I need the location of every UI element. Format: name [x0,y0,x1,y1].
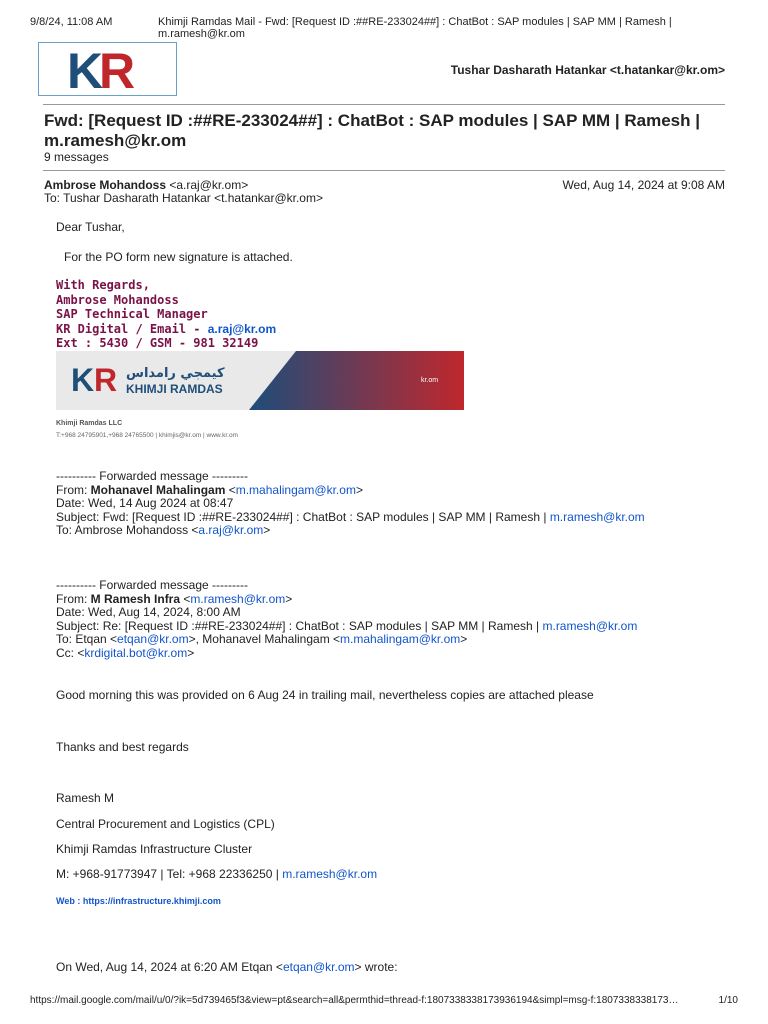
banner-arabic: كيمجي رامداس [126,366,225,381]
sig-email-link[interactable]: a.raj@kr.om [207,321,277,336]
forward-from: From: M Ramesh Infra <m.ramesh@kr.om> [56,591,293,606]
sig-title: SAP Technical Manager [56,307,208,321]
reply-sig-name: Ramesh M [56,791,115,805]
forward-to-mid: >, Mohanavel Mahalingam < [188,632,341,646]
forward-from-name: M Ramesh Infra [90,591,181,606]
sender-email: <a.raj@kr.om> [169,178,249,192]
forward-subject-link[interactable]: m.ramesh@kr.om [542,618,638,633]
message-body: For the PO form new signature is attached. [64,250,293,264]
logo-r: R [99,43,136,95]
forward-from-email[interactable]: m.ramesh@kr.om [190,591,286,606]
forward-cc-email[interactable]: krdigital.bot@kr.om [84,645,188,660]
forwarded-message-1 [56,470,645,538]
reply-sig-org: Khimji Ramdas Infrastructure Cluster [56,842,253,856]
signature-banner [56,351,464,410]
account-name: Tushar Dasharath Hatankar <t.hatankar@kr.om> [450,63,725,77]
forward-to-label: To: Ambrose Mohandoss < [56,523,199,537]
company-logo [38,42,177,96]
quote-email[interactable]: etqan@kr.om [282,960,355,974]
banner-domain: kr.om [421,377,439,384]
forward-to-email-1[interactable]: etqan@kr.om [117,632,189,646]
forward-from-label: From: [56,482,91,497]
sig-regards: With Regards, [56,278,150,292]
message-count: 9 messages [44,150,109,164]
reply-phones-email[interactable]: m.ramesh@kr.om [282,867,378,881]
forward-subject [56,511,645,525]
sender-name: Ambrose Mohandoss [44,178,167,192]
forward-to: To: Etqan <etqan@kr.om>, Mohanavel Mahalingam <m.mahalingam@kr.om> [56,632,468,646]
forward-date: Date: Wed, 14 Aug 2024 at 08:47 [56,496,234,510]
greeting: Dear Tushar, [56,220,125,234]
forward-subject-text: Subject: Fwd: [Request ID :##RE-233024##] : ChatBot : SAP modules | SAP MM | Ramesh | [56,509,550,524]
banner-kr-k: K [71,362,95,398]
forward-to: To: Ambrose Mohandoss <a.raj@kr.om> [56,523,271,537]
divider [43,170,725,171]
reply-line: Good morning this was provided on 6 Aug 24 in trailing mail, nevertheless copies are attached please [56,688,594,702]
forward-subject [56,620,637,634]
reply-sig-dept: Central Procurement and Logistics (CPL) [56,817,275,831]
forward-from-label: From: [56,591,91,606]
sig-phone: Ext : 5430 / GSM - 981 32149 [56,336,259,350]
logo-k: K [67,43,104,95]
email-signature [56,278,276,351]
banner-contact: T:+968 24795901,+968 24765500 | khimjis@kr.om | www.kr.om [56,432,238,439]
quote-header [56,960,398,974]
thread-subject: Fwd: [Request ID :##RE-233024##] : ChatBot : SAP modules | SAP MM | Ramesh | m.ramesh@kr.om [44,111,701,150]
forward-cc-label: Cc: < [56,645,85,660]
forward-from-email[interactable]: m.mahalingam@kr.om [235,482,356,497]
forward-header: ---------- Forwarded message --------- [56,469,248,483]
sig-name: Ambrose Mohandoss [56,292,179,307]
print-page: 1/10 [718,995,738,1006]
reply-sig-phones [56,867,377,881]
forward-from: From: Mohanavel Mahalingam <m.mahalingam@kr.om> [56,482,363,497]
message-recipient: To: Tushar Dasharath Hatankar <t.hatankar@kr.om> [44,191,323,205]
forward-cc: Cc: <krdigital.bot@kr.om> [56,645,195,660]
forward-subject-text: Subject: Re: [Request ID :##RE-233024##] : ChatBot : SAP modules | SAP MM | Ramesh | [56,618,543,633]
forward-from-name: Mohanavel Mahalingam [90,482,226,497]
print-datetime: 9/8/24, 11:08 AM [30,16,113,28]
forward-date: Date: Wed, Aug 14, 2024, 8:00 AM [56,605,241,619]
forward-to-label: To: Etqan < [56,632,118,646]
reply-sig-web [56,896,221,906]
banner-kr-r: R [94,362,118,398]
print-header [30,16,728,40]
print-url: https://mail.google.com/mail/u/0/?ik=5d739465f3&view=pt&search=all&permthid=thread-f:1807338338173936194&simpl=msg-f:1807338338173… [30,995,679,1006]
forward-header: ---------- Forwarded message --------- [56,578,248,592]
reply-web-label: Web : [56,896,83,906]
print-title: Khimji Ramdas Mail - Fwd: [Request ID :##RE-233024##] : ChatBot : SAP modules | SAP MM | Ramesh | m.ramesh@kr.om [158,16,672,40]
forward-to-email-2[interactable]: m.mahalingam@kr.om [340,632,461,646]
quote-prefix: On Wed, Aug 14, 2024 at 6:20 AM Etqan < [56,960,283,974]
message-date: Wed, Aug 14, 2024 at 9:08 AM [562,178,725,192]
reply-phones-text: M: +968-91773947 | Tel: +968 22336250 | [56,867,283,881]
banner-english: KHIMJI RAMDAS [126,382,223,396]
reply-closing: Thanks and best regards [56,740,189,754]
forwarded-message-2 [56,579,637,660]
banner-company: Khimji Ramdas LLC [56,420,123,427]
sig-email-line [56,322,276,337]
reply-web-link[interactable]: https://infrastructure.khimji.com [82,896,221,906]
quote-suffix: > wrote: [354,960,398,974]
message-sender [44,178,248,192]
divider [43,104,725,105]
forward-to-email[interactable]: a.raj@kr.om [198,523,264,537]
print-footer [30,995,738,1006]
forward-subject-link[interactable]: m.ramesh@kr.om [549,509,645,524]
sig-email-prefix: KR Digital / Email - [56,321,208,336]
